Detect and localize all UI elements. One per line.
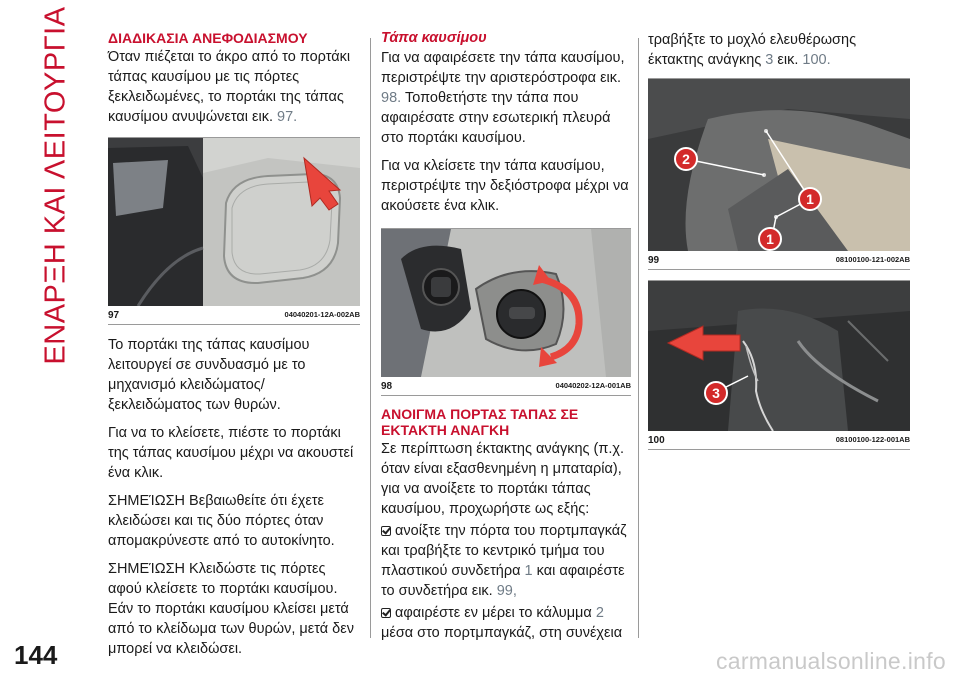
checkbox-bullet-icon — [381, 608, 391, 618]
callout-1-badge — [759, 228, 781, 250]
column-divider — [370, 38, 371, 638]
fuel-cap-photo — [381, 229, 631, 377]
bullet-text: ανοίξτε την πόρτα του πορτμπαγκάζ και τραβήξτε το κεντρικό τμήμα του πλαστικού συνδετήρα — [381, 523, 627, 579]
release-lever-photo — [648, 281, 910, 431]
emergency-opening-heading — [381, 406, 631, 438]
paragraph-text: Για να αφαιρέσετε την τάπα καυσίμου, περιστρέψτε την αριστερόστροφα εικ. — [381, 50, 625, 86]
refuelling-heading: ΔΙΑΔΙΚΑΣΙΑ ΑΝΕΦΟΔΙΑΣΜΟΥ — [108, 30, 308, 46]
svg-text:1: 1 — [806, 191, 814, 207]
column-3 — [648, 30, 910, 460]
figure-97 — [108, 137, 360, 325]
bullet-item — [381, 603, 631, 643]
svg-text:2: 2 — [682, 151, 690, 167]
page-number: 144 — [14, 640, 58, 670]
callout-reference: 1 — [524, 563, 533, 579]
callout-2-badge — [675, 148, 697, 170]
figure-99 — [648, 78, 910, 270]
checkbox-bullet-icon — [381, 526, 391, 536]
svg-text:1: 1 — [766, 231, 774, 247]
callout-3-badge — [705, 382, 727, 404]
section-side-title — [26, 5, 86, 365]
paragraph — [648, 30, 910, 70]
section-title-text: ΕΝΑΡΞΗ ΚΑΙ ΛΕΙΤΟΥΡΓΙΑ — [39, 5, 72, 365]
paragraph: Σε περίπτωση έκτακτης ανάγκης (π.χ. όταν είναι εξασθενημένη η μπαταρία), για να ανοίξετε το πορτάκι τάπας καυσίμου, προχωρήστε ως εξής: — [381, 441, 625, 517]
refuelling-paragraph — [108, 47, 360, 127]
figure-caption — [648, 251, 910, 269]
paragraph-text: Όταν πιέζεται το άκρο από το πορτάκι τάπας καυσίμου με τις πόρτες ξεκλειδωμένες, το πορτάκι της τάπας καυσίμου ανυψώνεται εικ. — [108, 49, 351, 125]
release-lever-illustration — [648, 281, 910, 431]
fuel-door-illustration — [108, 138, 360, 306]
figure-number: 99 — [648, 255, 660, 266]
paragraph — [381, 48, 631, 148]
callout-1-badge — [799, 188, 821, 210]
figure-code: 04040202-12A-001AB — [555, 381, 631, 390]
paragraph-text: τραβήξτε το μοχλό ελευθέρωσης έκτακτης ανάγκης — [648, 32, 857, 68]
callout-reference: 2 — [595, 605, 604, 621]
fuel-cap-illustration — [381, 229, 631, 377]
figure-code: 04040201-12A-002AB — [284, 310, 360, 319]
paragraph: Για να κλείσετε την τάπα καυσίμου, περιστρέψτε την δεξιόστροφα μέχρι να ακούσετε ένα κλικ. — [381, 158, 629, 214]
note-paragraph: ΣΗΜΕΊΩΣΗ Βεβαιωθείτε ότι έχετε κλειδώσει και τις δύο πόρτες όταν απομακρύνεστε από το αυτοκίνητο. — [108, 493, 335, 549]
fuel-cap-heading: Τάπα καυσίμου — [381, 30, 487, 46]
bullet-text: και αφαιρέστε το συνδετήρα εικ. — [381, 563, 625, 599]
figure-number: 98 — [381, 381, 393, 392]
figure-98 — [381, 228, 631, 396]
svg-text:3: 3 — [712, 385, 720, 401]
paragraph-text: Τοποθετήστε την τάπα που αφαιρέσατε στην εσωτερική πλευρά στο πορτάκι καυσίμου. — [381, 90, 611, 146]
figure-reference[interactable]: 97. — [277, 109, 298, 125]
bullet-item — [381, 521, 631, 601]
paragraph-text: εικ. — [777, 52, 799, 68]
bullet-text: αφαιρέστε εν μέρει το κάλυμμα — [395, 605, 592, 621]
figure-caption — [648, 431, 910, 449]
figure-reference[interactable]: 99, — [496, 583, 517, 599]
site-watermark: carmanualsonline.info — [715, 648, 946, 674]
figure-code: 08100100-122-001AB — [835, 435, 910, 444]
figure-number: 100 — [648, 435, 665, 446]
figure-number: 97 — [108, 310, 120, 321]
column-divider — [638, 38, 639, 638]
figure-code: 08100100-121-002AB — [835, 255, 910, 264]
column-2 — [381, 30, 631, 651]
heading-line: ΕΚΤΑΚΤΗ ΑΝΑΓΚΗ — [381, 422, 510, 438]
paragraph: Για να το κλείσετε, πιέστε το πορτάκι της τάπας καυσίμου μέχρι να ακουστεί ένα κλικ. — [108, 425, 354, 481]
heading-line: ΑΝΟΙΓΜΑ ΠΟΡΤΑΣ ΤΑΠΑΣ ΣΕ — [381, 406, 579, 422]
figure-caption — [108, 306, 360, 324]
trunk-panel-illustration — [648, 79, 910, 251]
column-1 — [108, 30, 360, 667]
paragraph: Το πορτάκι της τάπας καυσίμου λειτουργεί σε συνδυασμό με το μηχανισμό κλειδώματος/ ξεκλειδώματος των θυρών. — [108, 337, 310, 413]
figure-100 — [648, 280, 910, 450]
bullet-text: μέσα στο πορτμπαγκάζ, στη συνέχεια — [381, 625, 623, 641]
callout-reference: 3 — [765, 52, 774, 68]
fuel-door-photo — [108, 138, 360, 306]
figure-reference[interactable]: 100. — [802, 52, 831, 68]
trunk-panel-photo — [648, 79, 910, 251]
note-paragraph: ΣΗΜΕΊΩΣΗ Κλειδώστε τις πόρτες αφού κλείσετε το πορτάκι καυσίμου. Εάν το πορτάκι καυσίμου κλείσει μετά από το κλείδωμα των θυρών, μετά δεν μπορεί να κλειδώσει. — [108, 561, 354, 657]
figure-reference[interactable]: 98. — [381, 90, 402, 106]
figure-caption — [381, 377, 631, 395]
